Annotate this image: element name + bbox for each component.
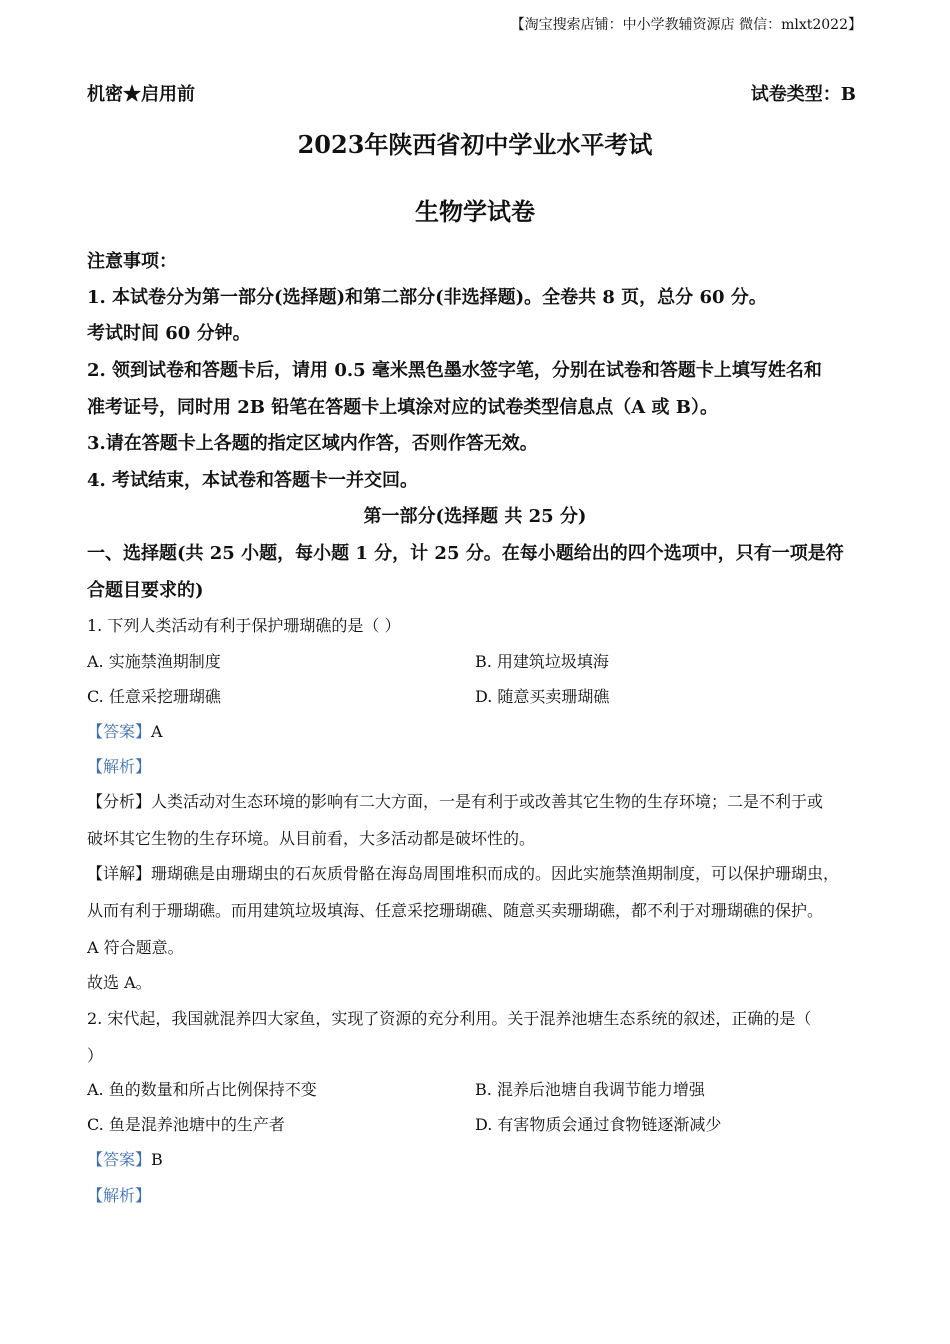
fenxi-tag: 【分析】 (87, 792, 152, 811)
answer-tag: 【答案】 (87, 722, 152, 741)
notice-line: 3.请在答题卡上各题的指定区域内作答，否则作答无效。 (87, 433, 538, 454)
detail-line: 从而有利于珊瑚礁。而用建筑垃圾填海、任意采挖珊瑚礁、随意买卖珊瑚礁，都不利于对珊瑚礁的保护。 (87, 901, 824, 920)
notice-line: 2. 领到试卷和答题卡后，请用 0.5 毫米黑色墨水签字笔，分别在试卷和答题卡上填写姓名和 (87, 360, 822, 381)
answer-line (87, 1147, 163, 1170)
option-a: A. 实施禁渔期制度 (87, 652, 221, 671)
answer-value: B (151, 1150, 163, 1169)
analysis-tag: 【解析】 (87, 757, 152, 776)
answer-value: A (151, 722, 163, 741)
option-a: A. 鱼的数量和所占比例保持不变 (87, 1080, 317, 1099)
part-one-title: 第一部分(选择题 共 25 分) (363, 506, 587, 527)
analysis-tag: 【解析】 (87, 1186, 152, 1205)
option-c: C. 任意采挖珊瑚礁 (87, 687, 221, 706)
option-d: D. 有害物质会通过食物链逐渐减少 (475, 1115, 722, 1134)
question-stem: 2. 宋代起，我国就混养四大家鱼，实现了资源的充分利用。关于混养池塘生态系统的叙述，正确的是（ (87, 1009, 812, 1028)
option-d: D. 随意买卖珊瑚礁 (475, 687, 610, 706)
notice-line: 考试时间 60 分钟。 (87, 323, 251, 344)
fenxi-text: 人类活动对生态环境的影响有二大方面，一是有利于或改善其它生物的生存环境；二是不利于或 (151, 792, 824, 811)
header-note: 【淘宝搜索店铺：中小学教辅资源店 微信：mlxt2022】 (510, 17, 862, 33)
notice-heading: 注意事项： (87, 251, 177, 272)
section-heading: 一、选择题(共 25 小题，每小题 1 分，计 25 分。在每小题给出的四个选项中，只有一项是符 (87, 543, 844, 564)
detail-tag: 【详解】 (87, 864, 152, 883)
conclusion-line: 故选 A。 (87, 973, 152, 992)
question-stem: 1. 下列人类活动有利于保护珊瑚礁的是（ ） (87, 616, 401, 635)
analysis-line (87, 789, 823, 812)
detail-text: 珊瑚礁是由珊瑚虫的石灰质骨骼在海岛周围堆积而成的。因此实施禁渔期制度，可以保护珊瑚虫， (151, 864, 840, 883)
question-stem: ） (87, 1046, 104, 1065)
confidential-label: 机密★启用前 (87, 84, 195, 105)
option-c: C. 鱼是混养池塘中的生产者 (87, 1115, 285, 1134)
detail-line (87, 861, 839, 884)
answer-tag: 【答案】 (87, 1150, 152, 1169)
notice-line: 1. 本试卷分为第一部分(选择题)和第二部分(非选择题)。全卷共 8 页，总分 60 分。 (87, 287, 767, 308)
notice-line: 准考证号，同时用 2B 铅笔在答题卡上填涂对应的试卷类型信息点（A 或 B）。 (87, 397, 718, 418)
answer-line (87, 719, 163, 742)
option-b: B. 用建筑垃圾填海 (475, 652, 609, 671)
analysis-line: 破坏其它生物的生存环境。从目前看，大多活动都是破坏性的。 (87, 829, 536, 848)
option-b: B. 混养后池塘自我调节能力增强 (475, 1080, 705, 1099)
exam-subtitle: 生物学试卷 (415, 197, 535, 226)
section-heading: 合题目要求的) (87, 580, 204, 601)
paper-type-label: 试卷类型：B (750, 84, 856, 105)
detail-line: A 符合题意。 (87, 938, 184, 957)
notice-line: 4. 考试结束，本试卷和答题卡一并交回。 (87, 470, 419, 491)
exam-title: 2023年陕西省初中学业水平考试 (297, 130, 653, 159)
